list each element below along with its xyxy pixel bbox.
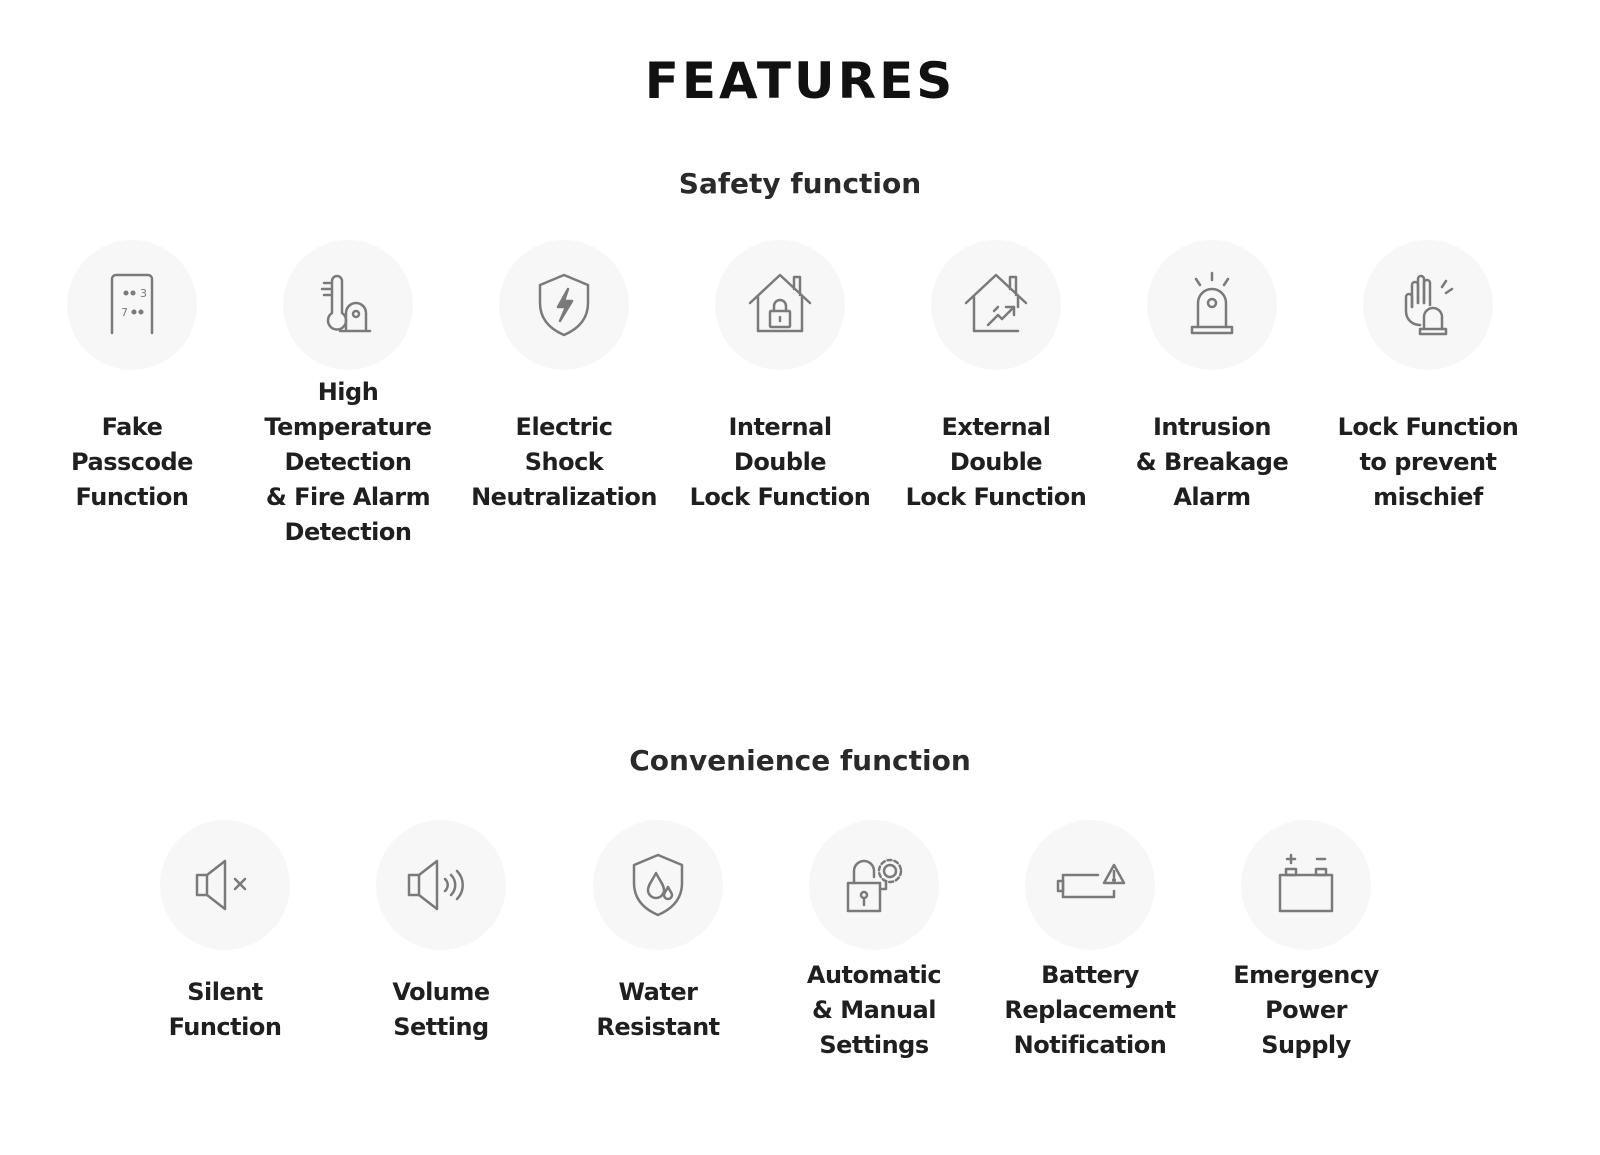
keypad-icon xyxy=(67,240,197,370)
speaker-mute-icon xyxy=(160,820,290,950)
feature-label: Silent Function xyxy=(168,978,282,1041)
house-break-icon xyxy=(931,240,1061,370)
feature-label: Electric Shock Neutralization xyxy=(471,412,657,511)
hand-siren-icon xyxy=(1363,240,1493,370)
shield-lightning-icon xyxy=(499,240,629,370)
convenience-section-title: Convenience function xyxy=(629,744,971,777)
feature-label: Water Resistant xyxy=(596,978,720,1041)
feature-label: Fake Passcode Function xyxy=(71,412,193,511)
safety-section-title: Safety function xyxy=(678,167,922,200)
battery-warning-icon xyxy=(1025,820,1155,950)
feature-label: Lock Function to prevent mischief xyxy=(1337,412,1519,511)
padlock-gear-icon xyxy=(809,820,939,950)
shield-water-icon xyxy=(593,820,723,950)
battery-terminal-icon xyxy=(1241,820,1371,950)
svg-text:3: 3 xyxy=(140,287,147,300)
feature-label: High Temperature Detection & Fire Alarm Detection xyxy=(264,377,432,546)
page-title: FEATURES xyxy=(644,52,956,110)
feature-label: External Double Lock Function xyxy=(905,412,1087,511)
svg-text:7: 7 xyxy=(121,306,128,319)
feature-label: Battery Replacement Notification xyxy=(1004,960,1176,1059)
siren-icon xyxy=(1147,240,1277,370)
feature-label: Volume Setting xyxy=(392,978,490,1041)
feature-label: Intrusion & Breakage Alarm xyxy=(1135,412,1289,511)
feature-label: Internal Double Lock Function xyxy=(689,412,871,511)
house-lock-icon xyxy=(715,240,845,370)
thermometer-alarm-icon xyxy=(283,240,413,370)
speaker-volume-icon xyxy=(376,820,506,950)
feature-label: Emergency Power Supply xyxy=(1233,960,1379,1059)
feature-label: Automatic & Manual Settings xyxy=(806,960,942,1059)
